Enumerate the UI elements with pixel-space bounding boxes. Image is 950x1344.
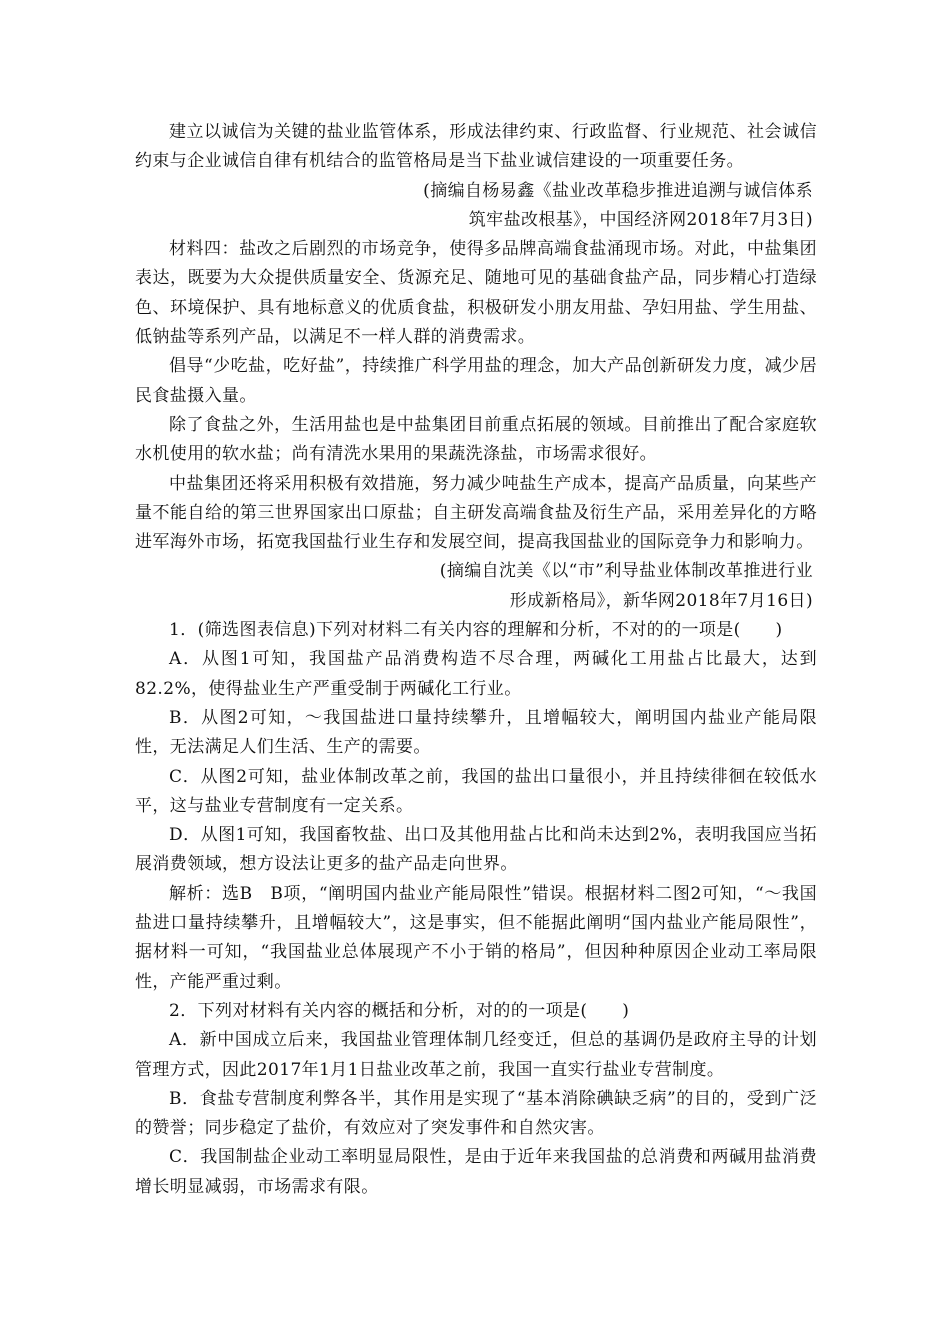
- paragraph-regulation: 建立以诚信为关键的盐业监管体系，形成法律约束、行政监督、行业规范、社会诚信约束与企业诚信自律有机结合的监管格局是当下盐业诚信建设的一项重要任务。: [135, 122, 817, 172]
- paragraph-less-salt: 倡导“少吃盐，吃好盐”，持续推广科学用盐的理念，加大产品创新研发力度，减少居民食盐摄入量。: [135, 356, 817, 406]
- question-2-option-c: C．我国制盐企业动工率明显局限性，是由于近年来我国盐的总消费和两碱用盐消费增长明显减弱，市场需求有限。: [135, 1147, 817, 1197]
- question-1-option-d: D．从图1可知，我国畜牧盐、出口及其他用盐占比和尚未达到2%，表明我国应当拓展消费领域，想方设法让更多的盐产品走向世界。: [135, 825, 817, 875]
- question-1-answer: 解析：选B B项，“阐明国内盐业产能局限性”错误。根据材料二图2可知，“～我国盐进口量持续攀升，且增幅较大”，这是事实，但不能据此阐明“国内盐业产能局限性”，据材料一可知，“我国盐业总体展现产不小于销的格局”，但因种种原因企业动工率局限性，产能严重过剩。: [135, 883, 817, 992]
- question-1-option-a: A．从图1可知，我国盐产品消费构造不尽合理，两碱化工用盐占比最大，达到82.2%，使得盐业生产严重受制于两碱化工行业。: [135, 649, 817, 699]
- paragraph-export-strategy: 中盐集团还将采用积极有效措施，努力减少吨盐生产成本，提高产品质量，向某些产量不能自给的第三世界国家出口原盐；自主研发高端食盐及衍生产品，采用差异化的方略进军海外市场，拓宽我国盐行业生存和发展空间，提高我国盐业的国际竞争力和影响力。: [135, 473, 817, 553]
- paragraph-household-salt: 除了食盐之外，生活用盐也是中盐集团目前重点拓展的领域。目前推出了配合家庭软水机使用的软水盐；尚有清洗水果用的果蔬洗涤盐，市场需求很好。: [135, 414, 817, 465]
- source-citation-2a: (摘编自沈美《以“市”利导盐业体制改革推进行业: [439, 561, 813, 582]
- source-citation-2b: 形成新格局》，新华网2018年7月16日): [509, 590, 813, 611]
- question-1-option-c: C．从图2可知，盐业体制改革之前，我国的盐出口量很小，并且持续徘徊在较低水平，这与盐业专营制度有一定关系。: [135, 766, 817, 816]
- question-2-option-b: B．食盐专营制度利弊各半，其作用是实现了“基本消除碘缺乏病”的目的，受到广泛的赞誉；同步稳定了盐价，有效应对了突发事件和自然灾害。: [135, 1088, 817, 1139]
- question-1: 1．(筛选图表信息)下列对材料二有关内容的理解和分析，不对的的一项是( ): [169, 620, 783, 641]
- question-1-option-b: B．从图2可知，～我国盐进口量持续攀升，且增幅较大，阐明国内盐业产能局限性，无法满足人们生活、生产的需要。: [135, 707, 817, 758]
- source-citation-1b: 筑牢盐改根基》，中国经济网2018年7月3日): [468, 209, 813, 230]
- question-2-option-a: A．新中国成立后来，我国盐业管理体制几经变迁，但总的基调仍是政府主导的计划管理方式，因此2017年1月1日盐业改革之前，我国一直实行盐业专营制度。: [135, 1030, 817, 1080]
- paragraph-material-four: 材料四：盐改之后剧烈的市场竞争，使得多品牌高端食盐涌现市场。对此，中盐集团表达，既要为大众提供质量安全、货源充足、随地可见的基础食盐产品，同步精心打造绿色、环境保护、具有地标意义的优质食盐，积极研发小朋友用盐、孕妇用盐、学生用盐、低钠盐等系列产品，以满足不一样人群的消费需求。: [135, 239, 817, 348]
- source-citation-1a: (摘编自杨易鑫《盐业改革稳步推进追溯与诚信体系: [423, 180, 813, 201]
- question-2: 2．下列对材料有关内容的概括和分析，对的的一项是( ): [169, 1000, 630, 1021]
